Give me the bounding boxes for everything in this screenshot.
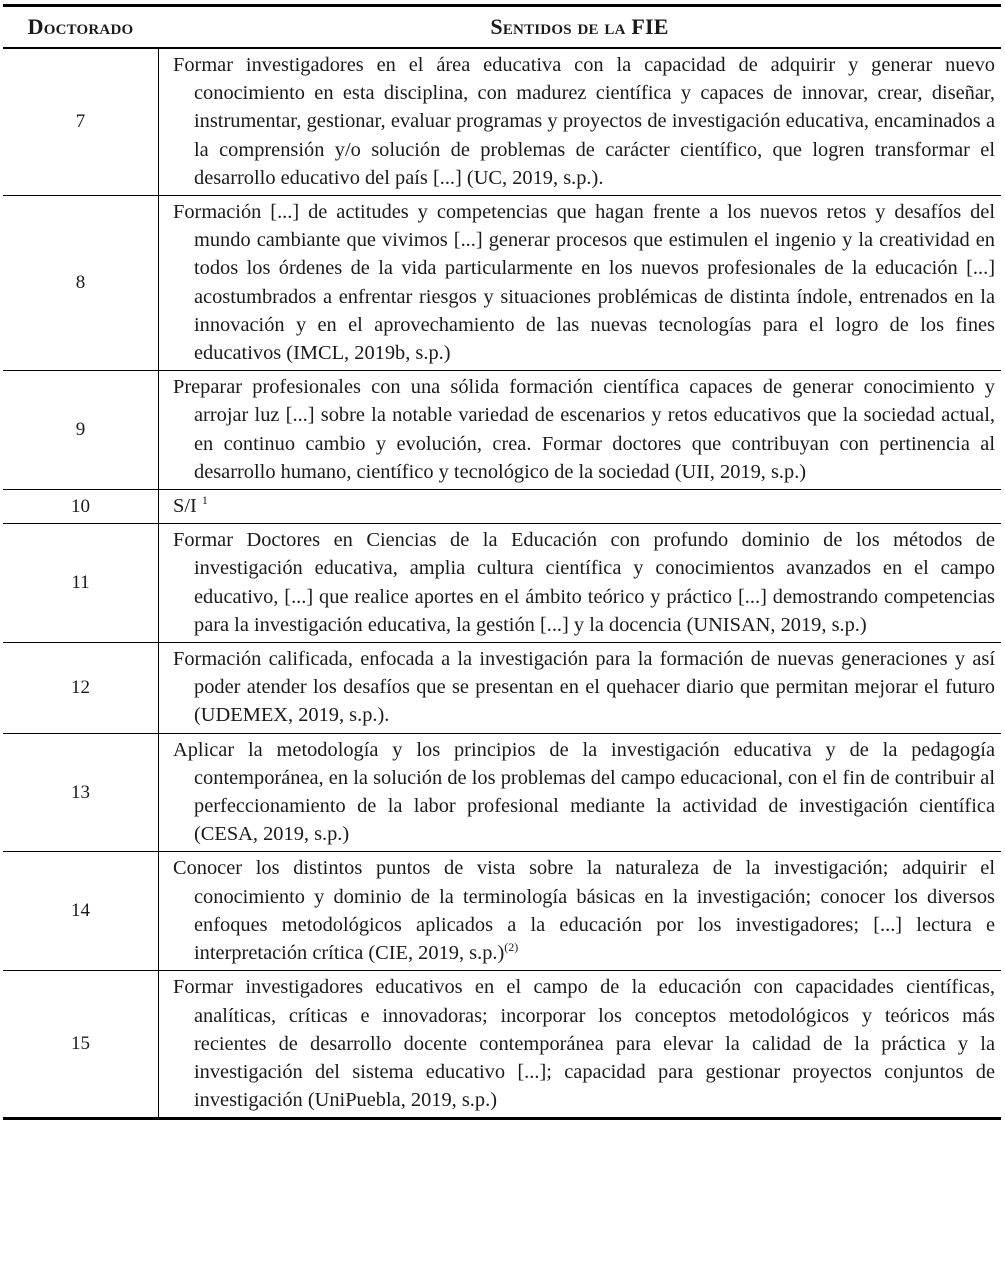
row-number: 8 [3,196,159,370]
row-number: 7 [3,49,159,195]
table-row [3,971,1001,1117]
row-text: Aplicar la metodología y los principios de la investigación educativa y de la pedagogía contemporánea, en la solución de los problemas del campo educacional, con el fin de contribuir al perfeccionamiento de la labor profesional mediante la actividad de investigación científica (CESA, 2019, s.p.) [173,738,995,846]
table-row [3,852,1001,971]
table-row [3,371,1001,490]
footnote-marker: 1 [201,493,208,508]
row-text-value: Conocer los distintos puntos de vista sobre la naturaleza de la investigación; adquirir el conocimiento y dominio de la terminología básicas en la investigación; conocer los diversos enfoques metodológicos aplicados a la educación por los investigadores; [...] lectura e interpretación crítica (CIE, 2019, s.p.) [173,857,995,965]
table-row [3,524,1001,643]
header-sentidos: Sentidos de la FIE [490,14,669,39]
row-number: 15 [3,971,159,1117]
table-row [3,49,1001,196]
row-number: 14 [3,852,159,970]
footnote-marker: (2) [504,940,519,955]
row-number: 10 [3,490,159,523]
row-text: Formación calificada, enfocada a la investigación para la formación de nuevas generaciones y así poder atender los desafíos que se presentan en el quehacer diario que permitan mejorar el futuro (UDEMEX, 2019, s.p.). [173,648,995,727]
table-row [3,643,1001,734]
table-row [3,490,1001,524]
row-text-value: S/I [173,495,197,518]
row-text: Formación [...] de actitudes y competencias que hagan frente a los nuevos retos y desafíos del mundo cambiante que vivimos [...] generar procesos que estimulen el ingenio y la creatividad en todos los órdenes de la vida particularmente en los nuevos profesionales de la educación [...] acostumbrados a enfrentar riesgos y situaciones problémicas de distinta índole, entrenados en la innovación y en el aprovechamiento de las nuevas tecnologías para el logro de los fines educativos (IMCL, 2019b, s.p.) [173,201,995,365]
table-row [3,196,1001,371]
row-text [159,490,1001,523]
row-number: 12 [3,643,159,733]
row-text: Formar investigadores en el área educativa con la capacidad de adquirir y generar nuevo conocimiento en esta disciplina, con madurez científica y capaces de innovar, crear, diseñar, instrumentar, gestionar, evaluar programas y proyectos de investigación educativa, encaminados a la comprensión y/o solución de problemas de carácter científico, que logren transformar el desarrollo educativo del país [...] (UC, 2019, s.p.). [173,54,995,189]
row-number: 9 [3,371,159,489]
row-number: 11 [3,524,159,642]
row-text: Formar investigadores educativos en el campo de la educación con capacidades científicas, analíticas, críticas e innovadoras; incorporar los conceptos metodológicos y teóricos más recientes de desarrollo docente contemporánea para elevar la calidad de la práctica y la investigación del sistema educativo [...]; capacidad para gestionar proyectos conjuntos de investigación (UniPuebla, 2019, s.p.) [173,976,995,1112]
fie-table [3,4,1001,1120]
row-number: 13 [3,734,159,852]
header-doctorado: Doctorado [27,14,134,39]
row-text: Preparar profesionales con una sólida formación científica capaces de generar conocimiento y arrojar luz [...] sobre la notable variedad de escenarios y retos educativos que la sociedad actual, en continuo cambio y evolución, crea. Formar doctores que contribuyan con pertinencia al desarrollo humano, científico y tecnológico de la sociedad (UII, 2019, s.p.) [173,376,995,483]
table-header [3,7,1001,49]
row-text: Formar Doctores en Ciencias de la Educación con profundo dominio de los métodos de investigación educativa, amplia cultura científica y conocimientos avanzados en el campo educativo, [...] que realice aportes en el ámbito teórico y práctico [...] demostrando competencias para la investigación educativa, la gestión [...] y la docencia (UNISAN, 2019, s.p.) [173,529,995,636]
table-row [3,734,1001,853]
row-text [159,852,1001,970]
